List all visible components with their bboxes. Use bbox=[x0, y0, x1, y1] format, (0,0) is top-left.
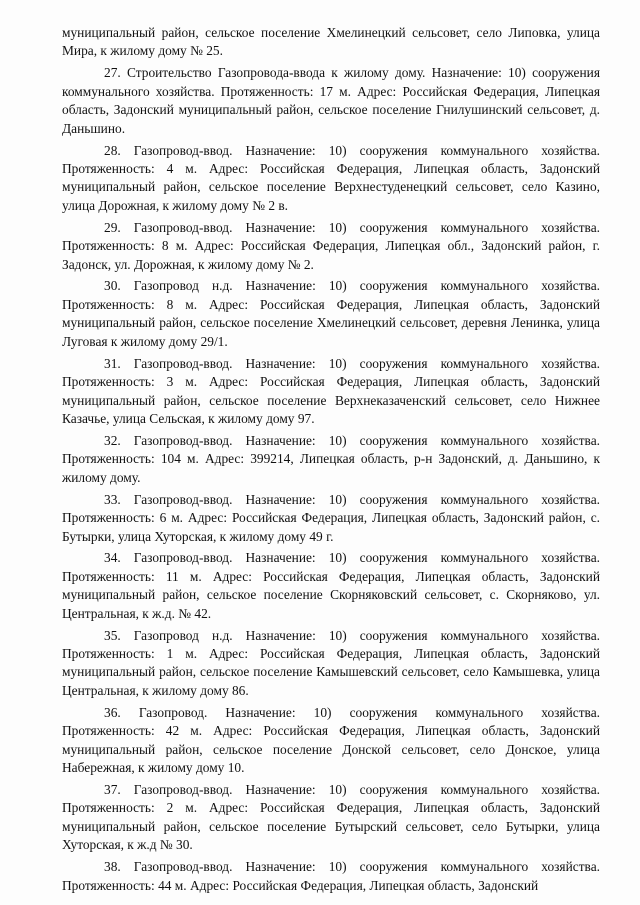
document-body bbox=[62, 24, 600, 898]
paragraph-item-37: 37. Газопровод-ввод. Назначение: 10) сооружения коммунального хозяйства. Протяженность: 2 м. Адрес: Российская Федерация, Липецкая область, Задонский муниципальный район, сельское поселение Бутырский сельсовет, село Бутырки, улица Хуторская, к ж.д № 30. bbox=[62, 781, 600, 853]
paragraph-item-28: 28. Газопровод-ввод. Назначение: 10) сооружения коммунального хозяйства. Протяженность: 4 м. Адрес: Российская Федерация, Липецкая область, Задонский муниципальный район, сельское поселение Верхнестуденецкий сельсовет, село Казино, улица Дорожная, к жилому дому № 2 в. bbox=[62, 142, 600, 213]
paragraph-item-27: 27. Строительство Газопровода-ввода к жилому дому. Назначение: 10) сооружения коммунального хозяйства. Протяженность: 17 м. Адрес: Российская Федерация, Липецкая область, Задонский муниципальный район, сельское поселение Гнилушинский сельсовет, д. Даньшино. bbox=[62, 65, 600, 136]
paragraph-item-33: 33. Газопровод-ввод. Назначение: 10) сооружения коммунального хозяйства. Протяженность: 6 м. Адрес: Российская Федерация, Липецкая область, Задонский район, с. Бутырки, улица Хуторская, к жилому дому 49 г. bbox=[62, 491, 600, 544]
paragraph-item-32: 32. Газопровод-ввод. Назначение: 10) сооружения коммунального хозяйства. Протяженность: 104 м. Адрес: 399214, Липецкая область, р-н Задонский, д. Даньшино, к жилому дому. bbox=[62, 432, 600, 485]
paragraph-item-34: 34. Газопровод-ввод. Назначение: 10) сооружения коммунального хозяйства. Протяженность: 11 м. Адрес: Российская Федерация, Липецкая область, Задонский муниципальный район, сельское поселение Скорняковский сельсовет, с. Скорняково, ул. Центральная, к ж.д. № 42. bbox=[62, 550, 600, 621]
paragraph-item-35: 35. Газопровод н.д. Назначение: 10) сооружения коммунального хозяйства. Протяженность: 1 м. Адрес: Российская Федерация, Липецкая область, Задонский муниципальный район, сельское поселение Камышевский сельсовет, село Камышевка, улица Центральная, к жилому дому 86. bbox=[62, 627, 600, 698]
paragraph-item-38: 38. Газопровод-ввод. Назначение: 10) сооружения коммунального хозяйства. Протяженность: 44 м. Адрес: Российская Федерация, Липецкая область, Задонский bbox=[62, 859, 600, 893]
paragraph-item-31: 31. Газопровод-ввод. Назначение: 10) сооружения коммунального хозяйства. Протяженность: 3 м. Адрес: Российская Федерация, Липецкая область, Задонский муниципальный район, сельское поселение Верхнеказаченский сельсовет, село Нижнее Казачье, улица Сельская, к жилому дому 97. bbox=[62, 355, 600, 427]
paragraph-continuation: муниципальный район, сельское поселение Хмелинецкий сельсовет, село Липовка, улица Мира, к жилому дому № 25. bbox=[62, 25, 600, 59]
paragraph-item-30: 30. Газопровод н.д. Назначение: 10) сооружения коммунального хозяйства. Протяженность: 8 м. Адрес: Российская Федерация, Липецкая область, Задонский муниципальный район, сельское поселение Хмелинецкий сельсовет, деревня Ленинка, улица Луговая к жилому дому 29/1. bbox=[62, 278, 600, 349]
paragraph-item-36: 36. Газопровод. Назначение: 10) сооружения коммунального хозяйства. Протяженность: 42 м. Адрес: Российская Федерация, Липецкая область, Задонский муниципальный район, сельское поселение Донской сельсовет, село Донское, улица Набережная, к жилому дому 10. bbox=[62, 704, 600, 776]
paragraph-item-29: 29. Газопровод-ввод. Назначение: 10) сооружения коммунального хозяйства. Протяженность: 8 м. Адрес: Российская Федерация, Липецкая обл., Задонский район, г. Задонск, ул. Дорожная, к жилому дому № 2. bbox=[62, 219, 600, 272]
